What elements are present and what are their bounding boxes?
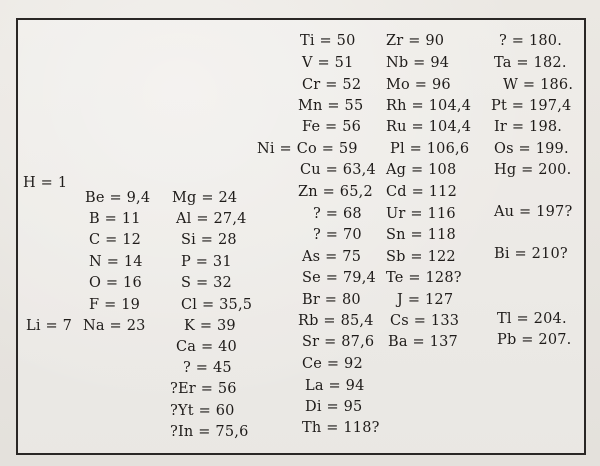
cell-mn: Mn = 55	[298, 98, 364, 114]
cell-al: Al = 27,4	[176, 211, 247, 227]
cell-au: Au = 197?	[494, 204, 573, 220]
cell-te: Te = 128?	[386, 270, 462, 286]
cell-q70: ? = 70	[313, 227, 362, 243]
cell-se: Se = 79,4	[302, 270, 376, 286]
cell-rh: Rh = 104,4	[386, 98, 472, 114]
cell-q180: ? = 180.	[499, 33, 563, 49]
cell-q68: ? = 68	[313, 206, 362, 222]
cell-si: Si = 28	[181, 232, 237, 248]
cell-er: ?Er = 56	[170, 381, 237, 397]
cell-th: Th = 118?	[302, 420, 380, 436]
cell-yt: ?Yt = 60	[170, 403, 235, 419]
cell-w: W = 186.	[503, 77, 574, 93]
cell-ir: Ir = 198.	[494, 119, 563, 135]
cell-in: ?In = 75,6	[170, 424, 249, 440]
cell-ni-co: Ni = Co = 59	[257, 141, 358, 157]
cell-ti: Ti = 50	[300, 33, 356, 49]
cell-cl: Cl = 35,5	[181, 297, 253, 313]
cell-ba: Ba = 137	[388, 334, 458, 350]
cell-pt: Pt = 197,4	[491, 98, 572, 114]
cell-h: H = 1	[23, 175, 68, 191]
cell-ta: Ta = 182.	[494, 55, 567, 71]
cell-q45: ? = 45	[183, 360, 232, 376]
cell-fe: Fe = 56	[302, 119, 362, 135]
cell-bi: Bi = 210?	[494, 246, 568, 262]
cell-zr: Zr = 90	[386, 33, 445, 49]
cell-pl: Pl = 106,6	[390, 141, 470, 157]
cell-j: J = 127	[397, 292, 454, 308]
cell-ru: Ru = 104,4	[386, 119, 472, 135]
cell-rb: Rb = 85,4	[298, 313, 374, 329]
cell-la: La = 94	[305, 378, 365, 394]
cell-be: Be = 9,4	[85, 190, 151, 206]
cell-ag: Ag = 108	[386, 162, 457, 178]
cell-di: Di = 95	[305, 399, 363, 415]
cell-mo: Mo = 96	[386, 77, 451, 93]
cell-br: Br = 80	[302, 292, 361, 308]
cell-tl: Tl = 204.	[497, 311, 567, 327]
cell-ce: Ce = 92	[302, 356, 363, 372]
cell-cu: Cu = 63,4	[300, 162, 376, 178]
cell-c: C = 12	[89, 232, 142, 248]
cell-cd: Cd = 112	[386, 184, 458, 200]
cell-os: Os = 199.	[494, 141, 569, 157]
cell-n: N = 14	[89, 254, 143, 270]
cell-f: F = 19	[89, 297, 141, 313]
cell-hg: Hg = 200.	[494, 162, 572, 178]
cell-p: P = 31	[181, 254, 232, 270]
cell-b: B = 11	[89, 211, 141, 227]
cell-s: S = 32	[181, 275, 232, 291]
cell-cr: Cr = 52	[302, 77, 362, 93]
cell-li: Li = 7	[26, 318, 73, 334]
cell-ca: Ca = 40	[176, 339, 237, 355]
cell-ur: Ur = 116	[386, 206, 456, 222]
cell-sr: Sr = 87,6	[302, 334, 375, 350]
cell-pb: Pb = 207.	[497, 332, 572, 348]
cell-cs: Cs = 133	[390, 313, 460, 329]
cell-zn: Zn = 65,2	[298, 184, 373, 200]
cell-o: O = 16	[89, 275, 142, 291]
cell-nb: Nb = 94	[386, 55, 450, 71]
cell-sb: Sb = 122	[386, 249, 456, 265]
cell-mg: Mg = 24	[172, 190, 238, 206]
cell-v: V = 51	[302, 55, 354, 71]
cell-na: Na = 23	[83, 318, 146, 334]
cell-as: As = 75	[302, 249, 362, 265]
cell-k: K = 39	[184, 318, 236, 334]
cell-sn: Sn = 118	[386, 227, 456, 243]
